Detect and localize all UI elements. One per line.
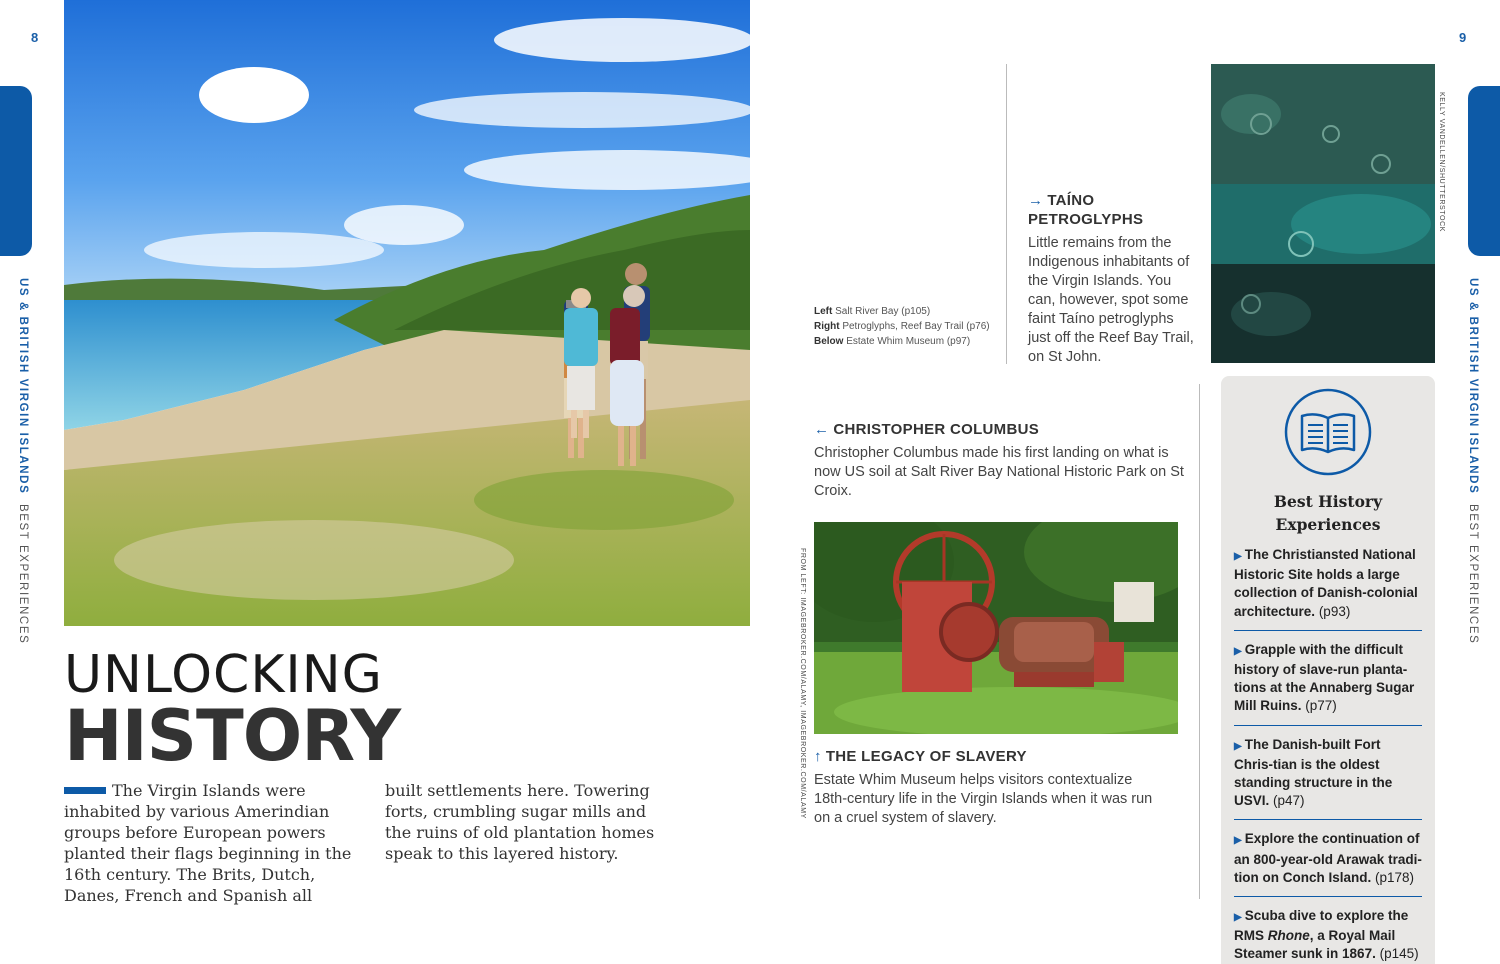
running-head-light: BEST EXPERIENCES xyxy=(1467,503,1479,645)
running-head-left xyxy=(17,278,29,644)
running-head-strong: US & BRITISH VIRGIN ISLANDS xyxy=(1467,278,1479,495)
chapter-tab-left xyxy=(0,86,32,256)
estate-whim-museum-photo xyxy=(814,522,1178,734)
caption-below-label: Below xyxy=(814,336,844,347)
list-item-text: Grapple with the difficult history of slave-run planta-tions at the Annaberg Sugar Mill Ruins. xyxy=(1234,641,1415,714)
list-item-text: The Christiansted National Historic Site holds a large collection of Danish-colonial architecture. xyxy=(1234,547,1418,619)
list-item xyxy=(1234,907,1422,964)
headline-line-2: HISTORY xyxy=(64,695,401,777)
running-head-right xyxy=(1467,278,1479,644)
section-title-taino xyxy=(1028,191,1188,229)
list-item-page-ref: (p145) xyxy=(1379,946,1419,962)
list-item xyxy=(1234,736,1422,821)
intro-text-column-2: built settlements here. Towering forts, crumbling sugar mills and the ruins of old plantation homes speak to this layered history. xyxy=(385,781,655,863)
list-item-page-ref: (p178) xyxy=(1375,869,1415,885)
section-body-columbus: Christopher Columbus made his first landing on what is now US soil at Salt River Bay National Historic Park on St Croix. xyxy=(814,445,1184,499)
photo-credit-left: FROM LEFT: IMAGEBROKER.COM/ALAMY, IMAGEBROKER.COM/ALAMY xyxy=(799,548,806,819)
section-title-text: CHRISTOPHER COLUMBUS xyxy=(833,421,1040,438)
list-item xyxy=(1234,641,1422,726)
arrow-up-icon: ↑ xyxy=(814,748,822,765)
caption-left-label: Left xyxy=(814,306,833,317)
section-title-text: TAÍNO PETROGLYPHS xyxy=(1028,192,1144,228)
list-item-page-ref: (p47) xyxy=(1273,793,1305,809)
list-item-text: The Danish-built Fort Chris-tian is the oldest standing structure in the USVI. xyxy=(1234,736,1393,809)
list-item-page-ref: (p77) xyxy=(1305,698,1337,714)
triangle-bullet-icon: ▶ xyxy=(1234,551,1242,562)
caption-right-text: Petroglyphs, Reef Bay Trail (p76) xyxy=(842,321,990,332)
sidebar-title: Best History Experiences xyxy=(1273,492,1383,534)
arrow-left-icon: ← xyxy=(814,421,830,438)
arrow-right-icon: → xyxy=(1028,192,1044,209)
list-item-text: Scuba dive to explore the RMS xyxy=(1234,908,1409,944)
running-head-strong: US & BRITISH VIRGIN ISLANDS xyxy=(17,278,29,495)
section-body-slavery: Estate Whim Museum helps visitors contextualize 18th-century life in the Virgin Islands when it was run on a cruel system of slavery. xyxy=(814,772,1153,826)
salt-river-bay-photo xyxy=(64,0,750,626)
list-item-text: , a Royal Mail Steamer sunk in 1867. xyxy=(1234,928,1396,962)
photo-credit-right: KELLY VANDELLEN/SHUTTERSTOCK xyxy=(1438,92,1445,232)
list-item xyxy=(1234,830,1422,897)
photo-captions xyxy=(814,304,994,349)
caption-right-label: Right xyxy=(814,321,840,332)
section-title-slavery xyxy=(814,747,1194,766)
list-item xyxy=(1234,546,1422,631)
list-item-page-ref: (p93) xyxy=(1318,603,1351,619)
page-number-right: 9 xyxy=(1459,30,1467,45)
intro-text-column-1: The Virgin Islands were inhabited by various Amerindian groups before European powers planted their flags beginning in the 16th century. The Brits, Dutch, Danes, French and Spanish all xyxy=(64,781,352,905)
running-head-light: BEST EXPERIENCES xyxy=(17,503,29,645)
section-title-text: THE LEGACY OF SLAVERY xyxy=(825,748,1027,765)
triangle-bullet-icon: ▶ xyxy=(1234,740,1242,752)
sidebar-list xyxy=(1234,546,1422,964)
column-divider xyxy=(1006,64,1007,364)
triangle-bullet-icon: ▶ xyxy=(1234,645,1242,657)
column-divider xyxy=(1199,384,1200,899)
caption-left-text: Salt River Bay (p105) xyxy=(835,306,931,317)
list-item-text: Explore the continuation of an 800-year-old Arawak tradi-tion on Conch Island. xyxy=(1234,831,1422,885)
list-item-ship-name: Rhone xyxy=(1267,928,1310,944)
chapter-tab-right xyxy=(1468,86,1500,256)
open-book-icon xyxy=(1284,388,1372,476)
page-number-left: 8 xyxy=(31,30,39,45)
petroglyphs-photo xyxy=(1211,64,1435,363)
triangle-bullet-icon: ▶ xyxy=(1234,912,1242,924)
triangle-bullet-icon: ▶ xyxy=(1234,835,1242,847)
caption-below-text: Estate Whim Museum (p97) xyxy=(846,336,971,347)
headline-line-1: UNLOCKING xyxy=(64,645,383,705)
section-body-taino: Little remains from the Indigenous inhabitants of the Virgin Islands. You can, however, spot some faint Taíno petroglyphs just off the Reef Bay Trail, on St John. xyxy=(1028,235,1194,365)
section-title-columbus xyxy=(814,420,1194,439)
